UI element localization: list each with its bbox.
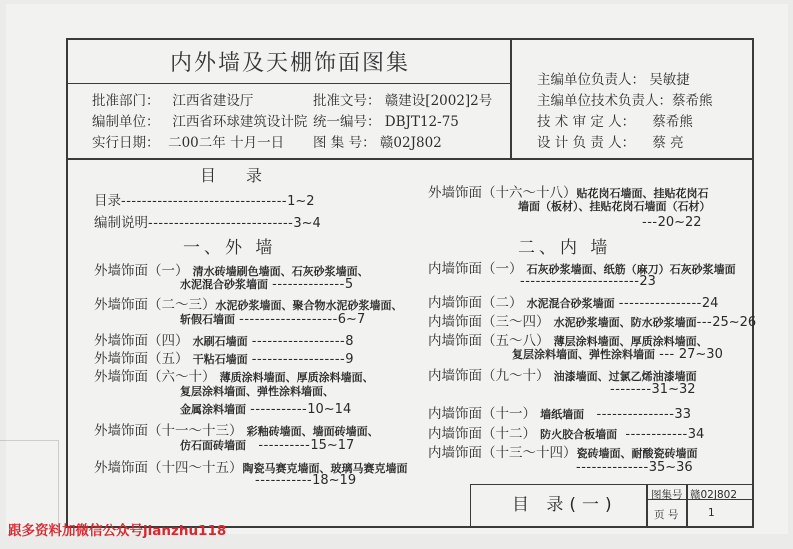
title-block-atlas-label: 图集号: [651, 489, 683, 501]
toc-heading: 目录: [200, 166, 293, 185]
title-block-page-label: 页 号: [654, 509, 679, 521]
toc-entry: 外墙饰面（五） 干粘石墙面 ------------------9: [94, 351, 354, 367]
toc-entry: 内墙饰面（十三～十四）瓷砖墙面、耐酸瓷砖墙面: [428, 445, 698, 461]
toc-entry: 内墙饰面（一） 石灰砂浆墙面、纸筋（麻刀）石灰砂浆墙面: [428, 261, 736, 277]
toc-entry-cont: 金属涂料墙面 -----------10~14: [180, 402, 352, 417]
title-block-title: 目 录(一): [512, 495, 618, 515]
toc-entry: 外墙饰面（二～三）水泥砂浆墙面、聚合物水泥砂浆墙面、: [94, 297, 403, 313]
approval-dept: 批准部门： 江西省建设厅: [92, 93, 254, 109]
toc-entry-cont: 仿石面砖墙面 ----------15~17: [180, 438, 355, 453]
toc-entry: 内墙饰面（十一） 墙纸墙面 ---------------33: [428, 406, 691, 422]
chief-editor: 主编单位负责人： 吴敏捷: [537, 72, 690, 88]
unified-code: 统一编号： DBJT12-75: [313, 114, 459, 130]
design-lead: 设 计 负 责 人： 蔡 亮: [537, 135, 684, 151]
toc-entry-cont: 斩假石墙面 -------------------6~7: [180, 312, 366, 327]
toc-entry: 外墙饰面（十四～十五）陶瓷马赛克墙面、玻璃马赛克墙面: [94, 460, 408, 476]
toc-front-contents: 目录--------------------------------1~2: [94, 193, 315, 209]
toc-entry-cont: 复层涂料墙面、弹性涂料墙面 --- 27~30: [512, 347, 723, 362]
section-exterior: 一、外 墙: [183, 238, 277, 258]
title-block-divider: [646, 484, 648, 528]
title-underline: [66, 83, 511, 84]
book-title: 内外墙及天棚饰面图集: [170, 51, 411, 76]
binding-margin: [0, 440, 59, 531]
toc-entry: 内墙饰面（九～十） 油漆墙面、过氯乙烯油漆墙面: [428, 368, 697, 384]
toc-entry-cont: -----------------------23: [520, 274, 656, 289]
header-divider: [510, 38, 512, 160]
tech-reviewer: 技 术 审 定 人： 蔡希熊: [537, 114, 693, 130]
toc-front-notes: 编制说明----------------------------3~4: [94, 215, 321, 231]
toc-entry-cont: ---20~22: [642, 215, 702, 230]
toc-entry: 外墙饰面（十六～十八）贴花岗石墙面、挂贴花岗石: [428, 185, 709, 201]
approval-doc: 批准文号： 赣建设[2002]2号: [313, 93, 493, 109]
toc-entry-cont: 水泥混合砂浆墙面 --------------5: [180, 277, 354, 292]
toc-entry: 内墙饰面（二） 水泥混合砂浆墙面 ----------------24: [428, 295, 719, 311]
title-block-page-value: 1: [708, 507, 715, 519]
toc-entry: 外墙饰面（六～十） 薄质涂料墙面、厚质涂料墙面、: [94, 369, 374, 385]
toc-entry: 内墙饰面（十二） 防火胶合板墙面 ------------34: [428, 426, 705, 442]
toc-entry: 外墙饰面（一） 清水砖墙刷色墙面、石灰砂浆墙面、: [94, 263, 369, 279]
title-block-divider: [686, 484, 688, 528]
toc-entry-cont: --------------35~36: [576, 460, 693, 475]
toc-entry-cont: -----------18~19: [255, 473, 357, 488]
title-block-atlas-value: 赣02J802: [690, 489, 737, 501]
toc-entry-cont: 墙面（板材）、挂贴花岗石墙面（石材）: [518, 200, 711, 213]
toc-entry: 外墙饰面（四） 水刷石墙面 ------------------8: [94, 333, 354, 349]
toc-entry: 内墙饰面（五～八） 薄层涂料墙面、厚质涂料墙面、: [428, 333, 708, 349]
toc-entry-cont: 复层涂料墙面、弹性涂料墙面、: [180, 385, 334, 398]
tech-chief: 主编单位技术负责人：蔡希熊: [537, 93, 713, 109]
header-bottom-rule: [66, 158, 754, 160]
toc-entry-cont: --------31~32: [610, 382, 696, 397]
watermark-text: 跟多资料加微信公众号jianzhu118: [8, 523, 227, 539]
toc-entry: 外墙饰面（十一～十三） 彩釉砖墙面、墙面砖墙面、: [94, 423, 379, 439]
implement-date: 实行日期： 二00二年 十月一日: [92, 135, 285, 151]
section-interior: 二、内 墙: [518, 238, 612, 258]
atlas-number: 图 集 号： 赣02J802: [313, 135, 442, 151]
toc-entry: 内墙饰面（三～四） 水泥砂浆墙面、防水砂浆墙面---25~26: [428, 314, 757, 330]
compiler: 编制单位： 江西省环球建筑设计院: [92, 114, 308, 130]
